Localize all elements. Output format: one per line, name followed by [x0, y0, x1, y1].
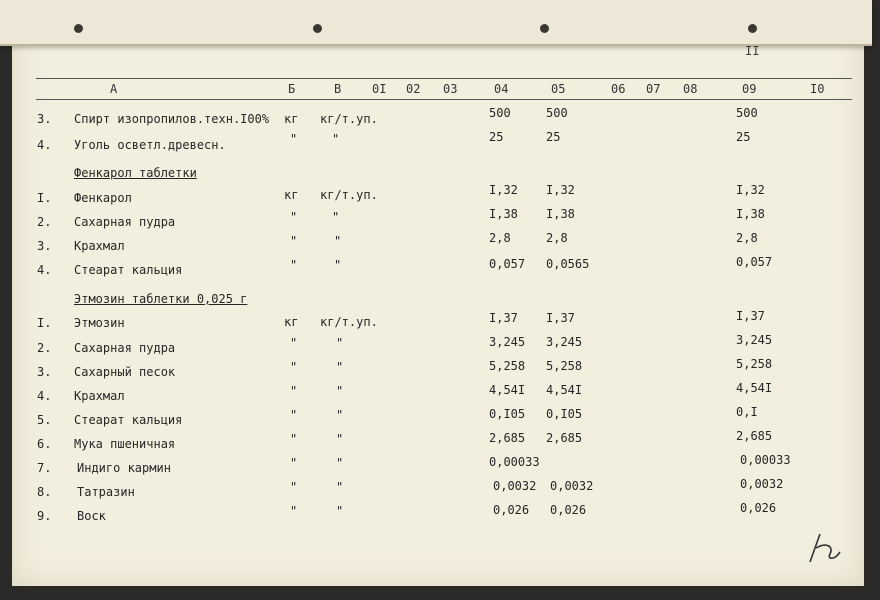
row-col09: I,38	[736, 207, 765, 221]
row-number: 7.	[37, 461, 52, 475]
row-col04: 0,00033	[489, 455, 540, 469]
row-col09: 2,8	[736, 231, 758, 245]
row-name: Сахарная пудра	[74, 341, 176, 355]
row-col05: 0,026	[550, 503, 587, 517]
row-col09: I,37	[736, 309, 765, 323]
binder-rivet	[748, 24, 757, 33]
row-name: Уголь осветл.древесн.	[74, 138, 226, 152]
row-col04: I,32	[489, 183, 518, 197]
row-col05: 4,54I	[546, 383, 583, 397]
row-unit: "	[290, 456, 298, 470]
row-col09: 0,0032	[740, 477, 784, 491]
col-header-02: 02	[406, 82, 421, 96]
header-rule-top	[36, 78, 852, 79]
row-col09: 25	[736, 130, 751, 144]
row-col05: 25	[546, 130, 561, 144]
row-col05: 0,0032	[550, 479, 594, 493]
row-number: I.	[37, 191, 52, 205]
binder-rivet	[313, 24, 322, 33]
row-col09: I,32	[736, 183, 765, 197]
row-name: Воск	[77, 509, 106, 523]
row-measure: "	[332, 210, 340, 224]
row-col05: 2,685	[546, 431, 583, 445]
row-col04: 25	[489, 130, 504, 144]
row-col09: 0,I	[736, 405, 758, 419]
row-col09: 2,685	[736, 429, 773, 443]
row-unit: "	[290, 432, 298, 446]
row-col05: 5,258	[546, 359, 583, 373]
row-name: Спирт изопропилов.техн.I00%	[74, 112, 270, 126]
section-title-fenkarol: Фенкарол таблетки	[74, 166, 197, 180]
row-measure: "	[336, 384, 344, 398]
binder-rivet	[74, 24, 83, 33]
col-header-v: В	[334, 82, 342, 96]
row-name: Крахмал	[74, 389, 125, 403]
row-unit: кг	[284, 112, 299, 126]
row-measure: "	[336, 336, 344, 350]
row-number: 2.	[37, 341, 52, 355]
row-col05: 0,I05	[546, 407, 583, 421]
col-header-03: 03	[443, 82, 458, 96]
row-number: 4.	[37, 263, 52, 277]
row-col04: 0,026	[493, 503, 530, 517]
row-col05: 3,245	[546, 335, 583, 349]
col-header-06: 06	[611, 82, 626, 96]
row-number: 3.	[37, 239, 52, 253]
row-unit: "	[290, 336, 298, 350]
row-unit: "	[290, 384, 298, 398]
row-number: 4.	[37, 389, 52, 403]
row-unit: "	[290, 210, 298, 224]
row-number: 2.	[37, 215, 52, 229]
row-col09: 0,057	[736, 255, 773, 269]
col-header-10: I0	[810, 82, 825, 96]
row-col04: 0,I05	[489, 407, 526, 421]
row-unit: "	[290, 258, 298, 272]
page-number: II	[745, 44, 760, 58]
row-measure: "	[336, 360, 344, 374]
col-header-b: Б	[288, 82, 296, 96]
row-name: Татразин	[77, 485, 135, 499]
col-header-08: 08	[683, 82, 698, 96]
row-col09: 5,258	[736, 357, 773, 371]
row-col04: I,38	[489, 207, 518, 221]
binder-rivet	[540, 24, 549, 33]
handwritten-signature	[804, 528, 844, 568]
row-unit: кг	[284, 188, 299, 202]
row-unit: "	[290, 234, 298, 248]
row-name: Этмозин	[74, 316, 125, 330]
row-unit: "	[290, 360, 298, 374]
row-col05: 500	[546, 106, 568, 120]
row-col09: 0,00033	[740, 453, 791, 467]
row-col05: 2,8	[546, 231, 568, 245]
row-measure: "	[336, 456, 344, 470]
col-header-04: 04	[494, 82, 509, 96]
row-number: 3.	[37, 112, 52, 126]
row-unit: "	[290, 480, 298, 494]
row-measure: "	[334, 234, 342, 248]
col-header-a: А	[110, 82, 118, 96]
row-unit: "	[290, 408, 298, 422]
row-measure: "	[336, 480, 344, 494]
row-unit: "	[290, 132, 298, 146]
row-measure: "	[332, 132, 340, 146]
row-name: Сахарная пудра	[74, 215, 176, 229]
row-measure: кг/т.уп.	[320, 188, 378, 202]
binder-strip	[0, 0, 872, 46]
row-col05: I,37	[546, 311, 575, 325]
row-col05: I,32	[546, 183, 575, 197]
row-measure: "	[336, 504, 344, 518]
row-number: 4.	[37, 138, 52, 152]
col-header-01: 0I	[372, 82, 387, 96]
row-col09: 0,026	[740, 501, 777, 515]
row-number: 5.	[37, 413, 52, 427]
row-name: Мука пшеничная	[74, 437, 176, 451]
row-measure: "	[334, 258, 342, 272]
row-col09: 500	[736, 106, 758, 120]
row-col04: 5,258	[489, 359, 526, 373]
row-name: Фенкарол	[74, 191, 132, 205]
row-measure: "	[336, 432, 344, 446]
row-col04: 0,0032	[493, 479, 537, 493]
row-name: Индиго кармин	[77, 461, 171, 475]
row-col05: 0,0565	[546, 257, 590, 271]
row-measure: "	[336, 408, 344, 422]
row-col04: 2,8	[489, 231, 511, 245]
row-col09: 3,245	[736, 333, 773, 347]
row-col04: 500	[489, 106, 511, 120]
row-number: 6.	[37, 437, 52, 451]
row-number: 3.	[37, 365, 52, 379]
row-name: Стеарат кальция	[74, 413, 183, 427]
row-col04: 4,54I	[489, 383, 526, 397]
col-header-07: 07	[646, 82, 661, 96]
row-unit: "	[290, 504, 298, 518]
col-header-05: 05	[551, 82, 566, 96]
row-col04: 2,685	[489, 431, 526, 445]
row-number: 9.	[37, 509, 52, 523]
row-measure: кг/т.уп.	[320, 315, 378, 329]
row-name: Стеарат кальция	[74, 263, 183, 277]
header-rule-bottom	[36, 99, 852, 100]
section-title-etmozin: Этмозин таблетки 0,025 г	[74, 292, 248, 306]
col-header-09: 09	[742, 82, 757, 96]
row-unit: кг	[284, 315, 299, 329]
row-col04: 0,057	[489, 257, 526, 271]
row-number: I.	[37, 316, 52, 330]
row-col05: I,38	[546, 207, 575, 221]
row-col04: I,37	[489, 311, 518, 325]
row-col04: 3,245	[489, 335, 526, 349]
row-measure: кг/т.уп.	[320, 112, 378, 126]
row-col09: 4,54I	[736, 381, 773, 395]
row-name: Сахарный песок	[74, 365, 176, 379]
row-name: Крахмал	[74, 239, 125, 253]
row-number: 8.	[37, 485, 52, 499]
